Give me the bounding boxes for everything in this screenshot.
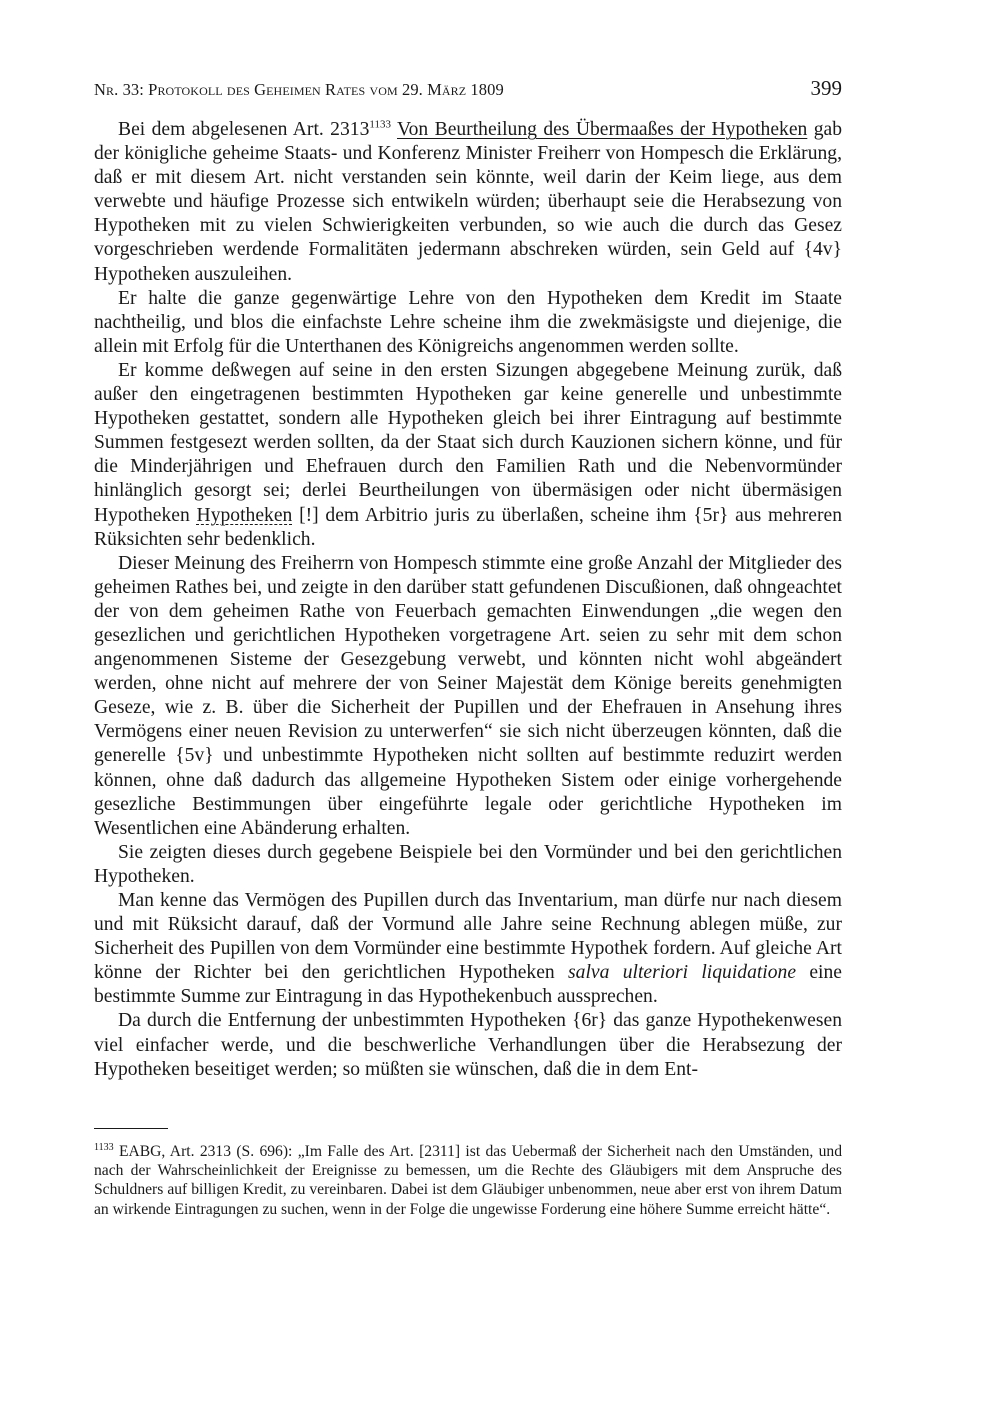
footnote-reference: 1133 (369, 118, 391, 131)
latin-phrase: salva ulteriori liquidatione (568, 962, 797, 984)
paragraph-text: gab der königliche geheime Staats- und Konferenz Minister Freiherr von Hompesch die Erklärung, daß er mit diesem Art. nicht verstanden sein könnte, weil darin der Keim liege, aus dem verwebte und häufige Prozesse sich entwikeln würden; überhaupt seie die Herabsezung von Hypotheken mit zu vielen Schwierigkeiten verbunden, so wie auch die durch das Gesez vorgeschrieben werdende Formalitäten jedermann abschreken würden, sein Geld auf {4v} Hypotheken auszuleihen. (94, 119, 842, 285)
paragraph-text: Er komme deßwegen auf seine in den ersten Sizungen abgegebene Meinung zurük, daß außer den eingetragenen bestimmten Hypotheken gar keine generelle und unbestimmte Hypotheken gestattet, sondern alle Hypotheken gleich bei ihrer Eintragung auf bestimmte Summen festgesezt werden sollten, da der Staat sich durch Kauzionen sichern könne, und für die Minderjährigen und Ehefrauen durch den Familien Rath und die Nebenvormünder hinlänglich gesorgt sei; derlei Beurtheilungen von übermäsigen oder nicht übermäsigen Hypotheken (94, 359, 842, 526)
underlined-article-title: Von Beurtheilung des Übermaaßes der Hypotheken (397, 119, 808, 140)
document-page (94, 0, 842, 1418)
running-header (94, 76, 842, 101)
header-title: Nr. 33: Protokoll des Geheimen Rates vom 29. März 1809 (94, 80, 504, 99)
paragraph-4: Dieser Meinung des Freiherrn von Hompesch stimmte eine große Anzahl der Mitglieder des geheimen Rathes bei, und zeigte in den darüber statt gefundenen Discußionen, daß ohngeachtet der von dem geheimen Rathe von Feuerbach gemachten Einwendungen „die wegen den gesezlichen und gerichtlichen Hypotheken vorgetragene Art. seien zu sehr mit dem schon angenommenen Sisteme der Gesezgebung verwebt, und könnten nicht wohl abgeändert werden, ohne nicht auf mehrere der von Seiner Majestät dem Könige bereits genehmigten Geseze, wie z. B. über die Sicherheit der Pupillen und der Ehefrauen in Ansehung ihres Vermögens einer neuen Revision zu unterwerfen“ sie sich nicht überzeugen könnten, daß die generelle {5v} und unbestimmte Hypotheken nicht sollten auf bestimmte reduzirt werden können, ohne daß dadurch das allgemeine Hypotheken Sistem oder einige vorhergehende gesezliche Bestimmungen über eingeführte legale oder gerichtliche Hypotheken im Wesentlichen eine Abänderung erhalten. (94, 552, 842, 839)
paragraph-2: Er halte die ganze gegenwärtige Lehre von den Hypotheken dem Kredit im Staate nachtheilig, und blos die einfachste Lehre scheine ihm die zwekmäsigste und diejenige, die allein mit Erfolg für die Unterthanen des Königreichs angenommen werden sollte. (94, 287, 842, 357)
paragraph-7: Da durch die Entfernung der unbestimmten Hypotheken {6r} das ganze Hypothekenwesen viel einfacher werde, und die beschwerliche Verhandlungen über die Herabsezung der Hypotheken beseitiget werden; so müßten sie wünschen, daß die in dem Ent- (94, 1010, 842, 1080)
editorial-marked-word: Hypotheken (196, 504, 293, 526)
page-number: 399 (810, 76, 842, 100)
body-text (94, 118, 842, 1082)
footnote (94, 1142, 842, 1219)
paragraph-6 (94, 889, 842, 1009)
paragraph-3 (94, 359, 842, 552)
paragraph-text: Man kenne das Vermögen des Pupillen durch das Inventarium, man dürfe nur nach diesem und mit Rüksicht darauf, daß der Vormund alle Jahre seine Rechnung ablegen müße, zur Sicherheit des Pupillen von dem Vormünder eine bestimmte Hypothek fordern. Auf gleiche Art könne der Richter bei den gerichtlichen Hypotheken (94, 890, 842, 984)
paragraph-text: [!] dem Arbitrio juris zu überlaßen, scheine ihm {5r} aus mehreren Rüksichten sehr bedenklich. (94, 504, 843, 550)
paragraph-1 (94, 118, 842, 287)
footnote-text: EABG, Art. 2313 (S. 696): „Im Falle des Art. [2311] ist das Uebermaß der Sicherheit nach den Umständen, und nach der Wahrscheinlichkeit der Ereignisse zu bemessen, um die Rechte des Gläubigers mit dem Anspruche des Schuldners auf billigen Kredit, zu vereinbaren. Dabei ist dem Gläubiger unbenommen, neue aber erst von ihrem Datum an wirkende Eintragungen zu suchen, wenn in der Folge die ungewisse Forderung eine höhere Summe erreicht hätte“. (94, 1143, 842, 1218)
paragraph-text: eine bestimmte Summe zur Eintragung in das Hypothekenbuch aussprechen. (94, 962, 842, 1008)
footnote-divider (94, 1128, 168, 1129)
paragraph-text: Bei dem abgelesenen Art. 2313 (118, 119, 370, 140)
footnote-number: 1133 (94, 1141, 114, 1153)
paragraph-5: Sie zeigten dieses durch gegebene Beispiele bei den Vormünder und bei den gerichtlichen Hypotheken. (94, 841, 842, 887)
